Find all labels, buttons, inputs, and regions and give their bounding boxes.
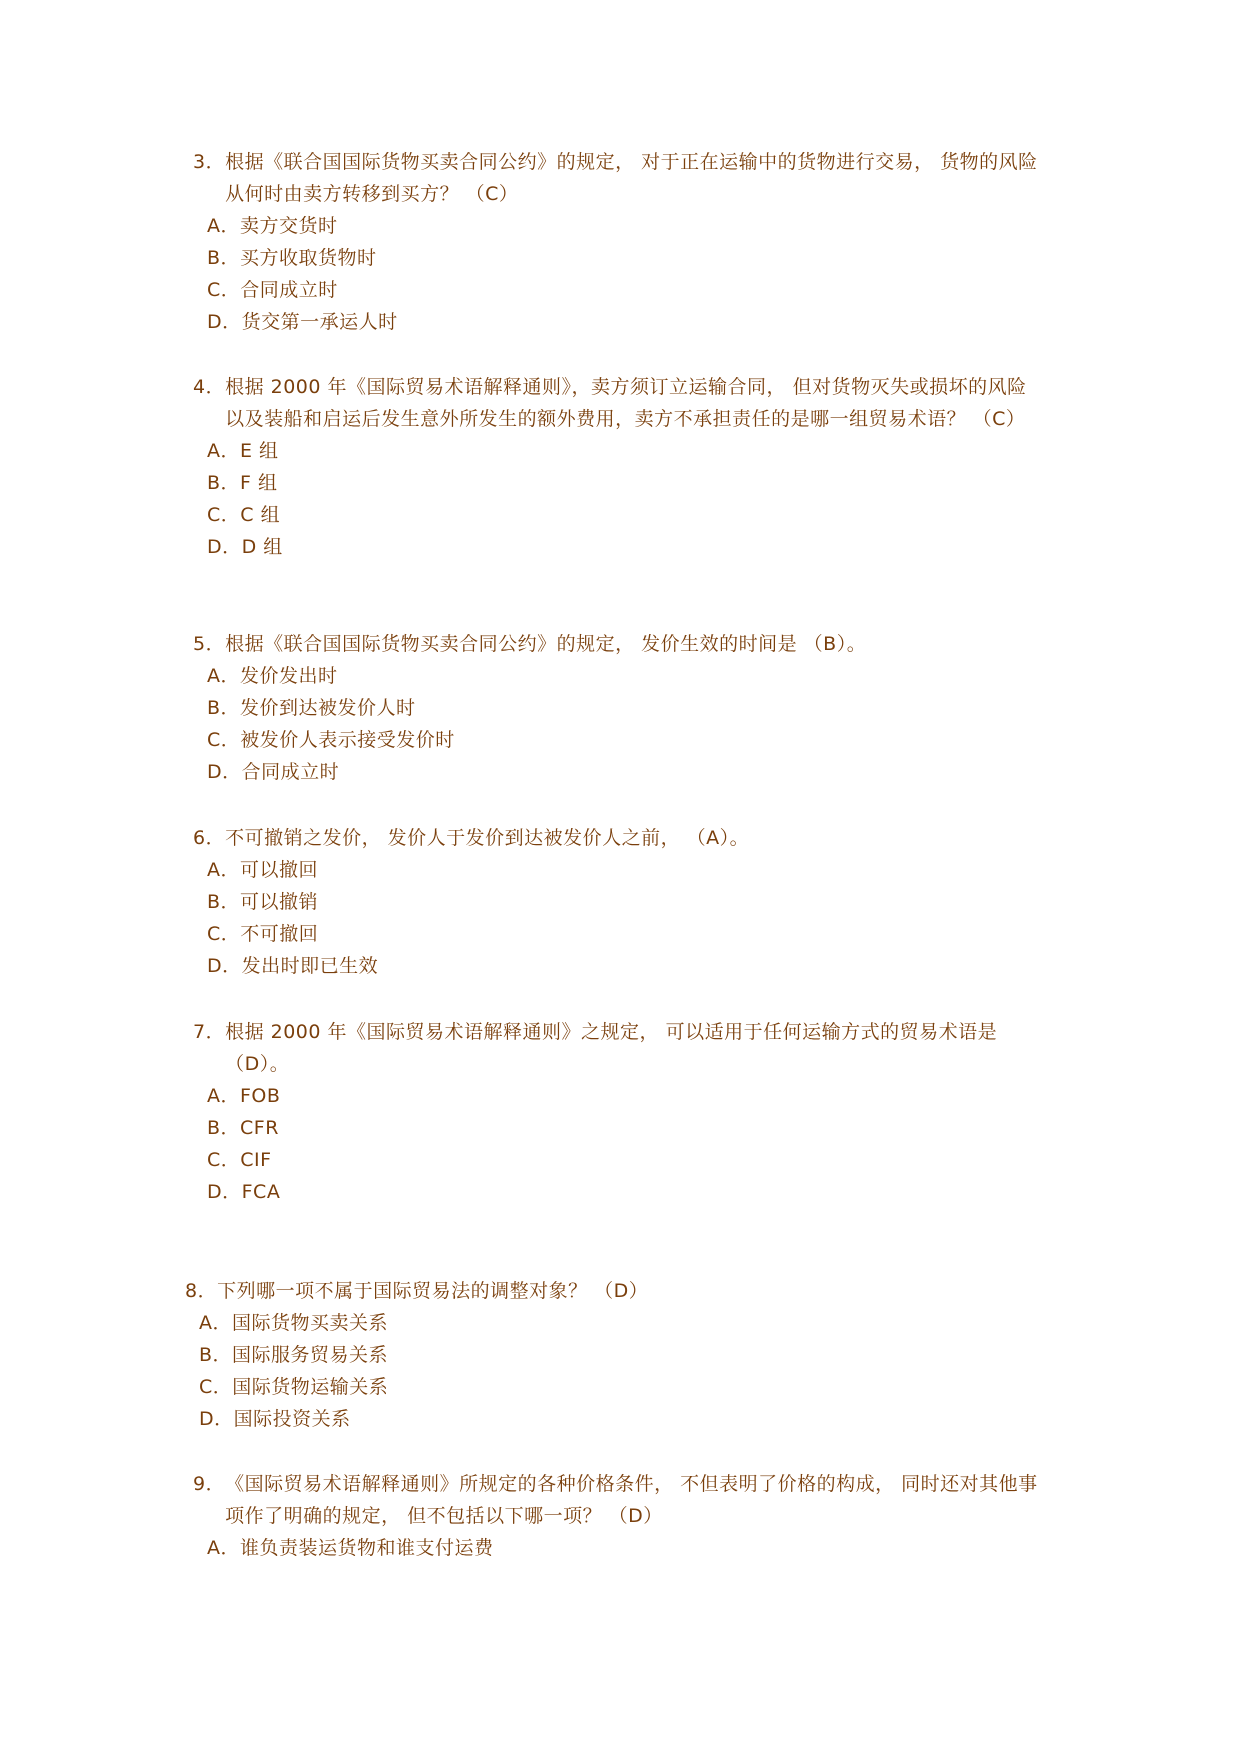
option-d: D．发出时即已生效 bbox=[207, 955, 379, 977]
question-number: 9． bbox=[193, 1473, 226, 1495]
option-d: D．合同成立时 bbox=[207, 761, 340, 783]
question-number: 4． bbox=[193, 376, 226, 398]
option-b: B．国际服务贸易关系 bbox=[199, 1344, 389, 1366]
question-stem bbox=[193, 1016, 1043, 1080]
question-8 bbox=[185, 1275, 1035, 1435]
question-text: 根据《联合国国际货物买卖合同公约》的规定， 对于正在运输中的货物进行交易， 货物的风险从何时由卖方转移到买方？ （C） bbox=[225, 151, 1038, 205]
question-stem bbox=[193, 628, 1043, 660]
option-list bbox=[193, 660, 1043, 788]
option-a: A．E 组 bbox=[207, 440, 279, 462]
option-b: B．F 组 bbox=[207, 472, 278, 494]
question-text: 下列哪一项不属于国际贸易法的调整对象？ （D） bbox=[217, 1280, 649, 1302]
option-list bbox=[193, 435, 1043, 563]
question-stem bbox=[185, 1275, 1035, 1307]
question-stem bbox=[193, 146, 1043, 210]
option-a: A．卖方交货时 bbox=[207, 215, 338, 237]
option-list bbox=[185, 1307, 1035, 1435]
question-text: 根据 2000 年《国际贸易术语解释通则》之规定， 可以适用于任何运输方式的贸易术语是 （D）。 bbox=[225, 1021, 998, 1075]
option-b: B．CFR bbox=[207, 1117, 279, 1139]
option-d: D．货交第一承运人时 bbox=[207, 311, 398, 333]
question-9 bbox=[193, 1468, 1043, 1564]
question-stem bbox=[193, 371, 1043, 435]
option-c: C．不可撤回 bbox=[207, 923, 319, 945]
option-a: A．发价发出时 bbox=[207, 665, 338, 687]
option-d: D．FCA bbox=[207, 1181, 281, 1203]
option-c: C．合同成立时 bbox=[207, 279, 338, 301]
option-a: A．谁负责装运货物和谁支付运费 bbox=[207, 1537, 494, 1559]
question-3 bbox=[193, 146, 1043, 338]
question-stem bbox=[193, 1468, 1043, 1532]
question-number: 7． bbox=[193, 1021, 226, 1043]
question-6 bbox=[193, 822, 1043, 982]
option-c: C．CIF bbox=[207, 1149, 272, 1171]
option-list bbox=[193, 854, 1043, 982]
option-d: D．国际投资关系 bbox=[199, 1408, 351, 1430]
option-b: B．可以撤销 bbox=[207, 891, 319, 913]
question-text: 《国际贸易术语解释通则》所规定的各种价格条件， 不但表明了价格的构成， 同时还对其他事项作了明确的规定， 但不包括以下哪一项？ （D） bbox=[225, 1473, 1038, 1527]
question-5 bbox=[193, 628, 1043, 788]
option-c: C．C 组 bbox=[207, 504, 281, 526]
option-a: A．国际货物买卖关系 bbox=[199, 1312, 388, 1334]
option-list bbox=[193, 1080, 1043, 1208]
question-text: 不可撤销之发价， 发价人于发价到达被发价人之前， （A）。 bbox=[225, 827, 750, 849]
option-d: D．D 组 bbox=[207, 536, 283, 558]
question-4 bbox=[193, 371, 1043, 563]
option-c: C．国际货物运输关系 bbox=[199, 1376, 389, 1398]
option-a: A．FOB bbox=[207, 1085, 281, 1107]
option-list bbox=[193, 210, 1043, 338]
question-number: 8． bbox=[185, 1280, 218, 1302]
option-c: C．被发价人表示接受发价时 bbox=[207, 729, 455, 751]
option-list bbox=[193, 1532, 1043, 1564]
question-text: 根据 2000 年《国际贸易术语解释通则》，卖方须订立运输合同， 但对货物灭失或损坏的风险以及装船和启运后发生意外所发生的额外费用，卖方不承担责任的是哪一组贸易术语？ （C） bbox=[225, 376, 1027, 430]
question-number: 6． bbox=[193, 827, 226, 849]
question-text: 根据《联合国国际货物买卖合同公约》的规定， 发价生效的时间是 （B）。 bbox=[225, 633, 867, 655]
question-stem bbox=[193, 822, 1043, 854]
option-a: A．可以撤回 bbox=[207, 859, 318, 881]
option-b: B．买方收取货物时 bbox=[207, 247, 377, 269]
question-number: 5． bbox=[193, 633, 226, 655]
question-7 bbox=[193, 1016, 1043, 1208]
option-b: B．发价到达被发价人时 bbox=[207, 697, 416, 719]
question-number: 3． bbox=[193, 151, 226, 173]
